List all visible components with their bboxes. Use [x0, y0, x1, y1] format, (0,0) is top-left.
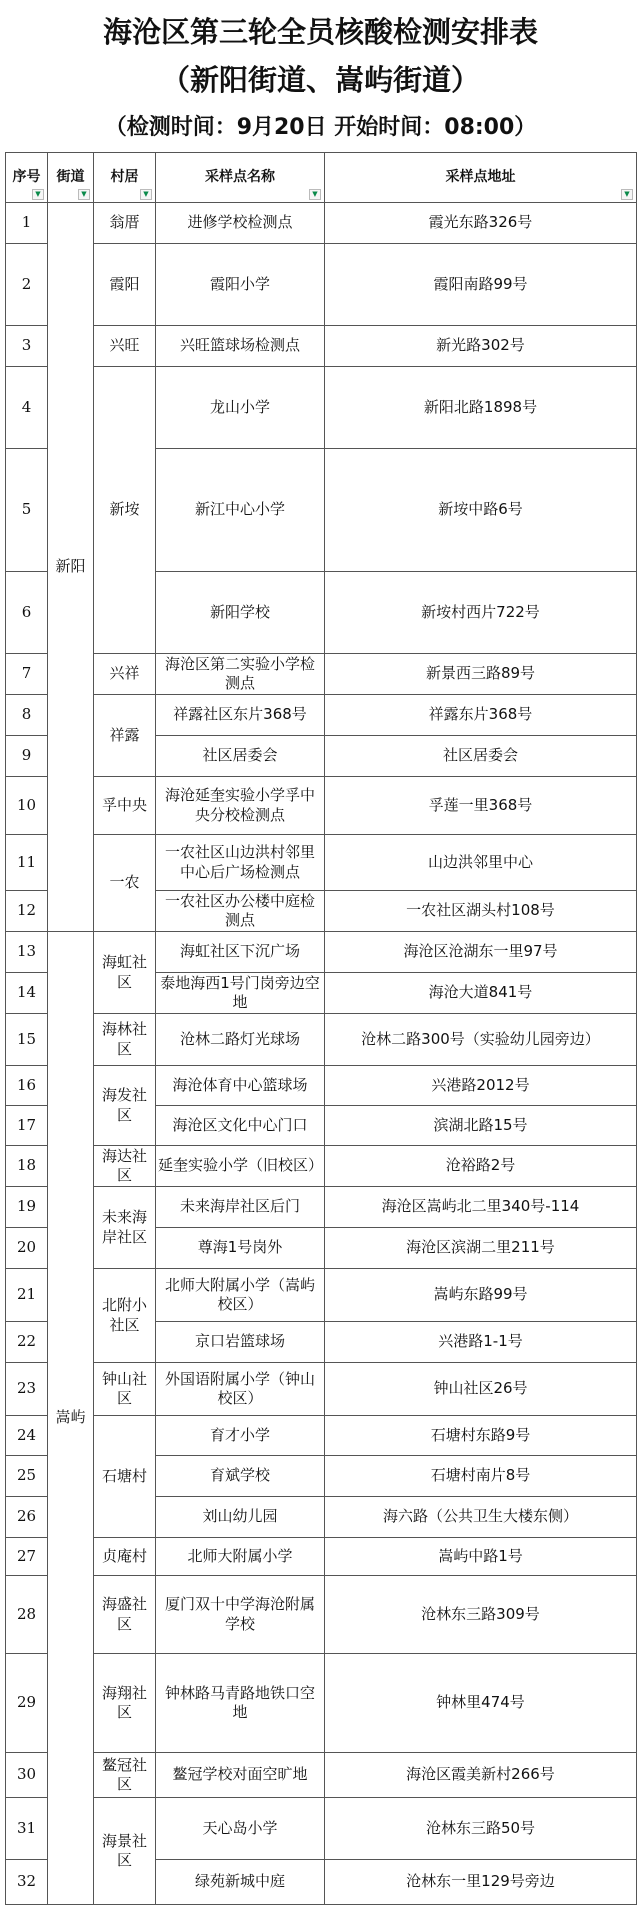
row-number: 5: [6, 449, 48, 572]
site-name: 兴旺篮球场检测点: [156, 326, 325, 367]
row-number: 10: [6, 777, 48, 835]
site-name: 钟林路马青路地铁口空地: [156, 1654, 325, 1753]
site-name: 祥露社区东片368号: [156, 695, 325, 736]
village-cell: 翁厝: [94, 203, 156, 244]
village-cell: 霞阳: [94, 244, 156, 326]
row-number: 23: [6, 1363, 48, 1416]
site-name: 龙山小学: [156, 367, 325, 449]
site-address: 祥露东片368号: [325, 695, 637, 736]
village-cell: 北附小社区: [94, 1269, 156, 1363]
site-name: 京口岩篮球场: [156, 1322, 325, 1363]
table-row: [6, 326, 637, 367]
village-cell: 一农: [94, 835, 156, 932]
site-address: 钟林里474号: [325, 1654, 637, 1753]
site-name: 一农社区办公楼中庭检测点: [156, 891, 325, 932]
site-name: 天心岛小学: [156, 1798, 325, 1860]
site-address: 海沧区嵩屿北二里340号-114: [325, 1187, 637, 1228]
village-cell: 海盛社区: [94, 1576, 156, 1654]
village-cell: 钟山社区: [94, 1363, 156, 1416]
site-address: 山边洪邻里中心: [325, 835, 637, 891]
site-address: 社区居委会: [325, 736, 637, 777]
site-name: 新江中心小学: [156, 449, 325, 572]
row-number: 13: [6, 932, 48, 973]
site-address: 海沧区沧湖东一里97号: [325, 932, 637, 973]
site-name: 海沧区第二实验小学检测点: [156, 654, 325, 695]
schedule-table: [5, 152, 637, 1905]
table-row: [6, 1753, 637, 1798]
site-address: 兴港路1-1号: [325, 1322, 637, 1363]
header-site-address: 采样点地址 ▼: [325, 153, 637, 203]
site-name: 社区居委会: [156, 736, 325, 777]
row-number: 9: [6, 736, 48, 777]
village-cell: 兴旺: [94, 326, 156, 367]
row-number: 12: [6, 891, 48, 932]
row-number: 25: [6, 1456, 48, 1497]
site-name: 鳌冠学校对面空旷地: [156, 1753, 325, 1798]
site-address: 嵩屿中路1号: [325, 1538, 637, 1576]
site-address: 海六路（公共卫生大楼东侧）: [325, 1497, 637, 1538]
row-number: 4: [6, 367, 48, 449]
table-row: [6, 1538, 637, 1576]
table-row: [6, 654, 637, 695]
site-address: 霞光东路326号: [325, 203, 637, 244]
site-name: 育斌学校: [156, 1456, 325, 1497]
site-name: 厦门双十中学海沧附属学校: [156, 1576, 325, 1654]
site-address: 滨湖北路15号: [325, 1106, 637, 1146]
row-number: 17: [6, 1106, 48, 1146]
page-subtitle: （新阳街道、嵩屿街道）: [160, 63, 480, 97]
site-address: 孚莲一里368号: [325, 777, 637, 835]
site-address: 嵩屿东路99号: [325, 1269, 637, 1322]
row-number: 32: [6, 1860, 48, 1905]
village-cell: 海景社区: [94, 1798, 156, 1905]
table-row: [6, 1416, 637, 1456]
row-number: 2: [6, 244, 48, 326]
site-address: 一农社区湖头村108号: [325, 891, 637, 932]
site-address: 霞阳南路99号: [325, 244, 637, 326]
header-site-name: 采样点名称 ▼: [156, 153, 325, 203]
site-address: 新景西三路89号: [325, 654, 637, 695]
table-row: [6, 1798, 637, 1860]
site-name: 育才小学: [156, 1416, 325, 1456]
site-name: 沧林二路灯光球场: [156, 1014, 325, 1066]
row-number: 30: [6, 1753, 48, 1798]
row-number: 8: [6, 695, 48, 736]
row-number: 20: [6, 1228, 48, 1269]
dropdown-arrow-icon[interactable]: ▼: [621, 189, 633, 200]
site-name: 外国语附属小学（钟山校区）: [156, 1363, 325, 1416]
village-cell: 海发社区: [94, 1066, 156, 1146]
site-address: 沧林东三路309号: [325, 1576, 637, 1654]
dropdown-arrow-icon[interactable]: ▼: [140, 189, 152, 200]
row-number: 19: [6, 1187, 48, 1228]
table-row: [6, 695, 637, 736]
header-street: 街道 ▼: [48, 153, 94, 203]
street-cell: 新阳: [48, 203, 94, 932]
site-address: 海沧区滨湖二里211号: [325, 1228, 637, 1269]
header-village: 村居 ▼: [94, 153, 156, 203]
village-cell: 鳌冠社区: [94, 1753, 156, 1798]
row-number: 11: [6, 835, 48, 891]
page-title: 海沧区第三轮全员核酸检测安排表: [102, 15, 538, 49]
row-number: 1: [6, 203, 48, 244]
site-address: 石塘村南片8号: [325, 1456, 637, 1497]
village-cell: 海林社区: [94, 1014, 156, 1066]
site-name: 新阳学校: [156, 572, 325, 654]
table-row: [6, 1654, 637, 1753]
site-address: 石塘村东路9号: [325, 1416, 637, 1456]
site-name: 海沧区文化中心门口: [156, 1106, 325, 1146]
table-row: [6, 1363, 637, 1416]
village-cell: 祥露: [94, 695, 156, 777]
site-address: 新光路302号: [325, 326, 637, 367]
site-address: 沧林东一里129号旁边: [325, 1860, 637, 1905]
site-name: 海沧体育中心篮球场: [156, 1066, 325, 1106]
site-name: 一农社区山边洪村邻里中心后广场检测点: [156, 835, 325, 891]
village-cell: 石塘村: [94, 1416, 156, 1538]
site-address: 沧裕路2号: [325, 1146, 637, 1187]
table-row: [6, 932, 637, 973]
table-row: [6, 244, 637, 326]
site-address: 沧林二路300号（实验幼儿园旁边）: [325, 1014, 637, 1066]
row-number: 21: [6, 1269, 48, 1322]
header-row: [6, 153, 637, 203]
row-number: 27: [6, 1538, 48, 1576]
row-number: 16: [6, 1066, 48, 1106]
row-number: 3: [6, 326, 48, 367]
row-number: 15: [6, 1014, 48, 1066]
row-number: 7: [6, 654, 48, 695]
site-name: 北师大附属小学: [156, 1538, 325, 1576]
row-number: 24: [6, 1416, 48, 1456]
row-number: 14: [6, 973, 48, 1014]
site-name: 刘山幼儿园: [156, 1497, 325, 1538]
site-name: 北师大附属小学（嵩屿校区）: [156, 1269, 325, 1322]
dropdown-arrow-icon[interactable]: ▼: [309, 189, 321, 200]
village-cell: 海虹社区: [94, 932, 156, 1014]
table-row: [6, 1187, 637, 1228]
test-time: （检测时间：9月20日 开始时间：08:00）: [104, 115, 537, 140]
village-cell: 新垵: [94, 367, 156, 654]
site-address: 兴港路2012号: [325, 1066, 637, 1106]
row-number: 31: [6, 1798, 48, 1860]
row-number: 26: [6, 1497, 48, 1538]
site-address: 新阳北路1898号: [325, 367, 637, 449]
row-number: 29: [6, 1654, 48, 1753]
site-name: 泰地海西1号门岗旁边空地: [156, 973, 325, 1014]
table-row: [6, 1576, 637, 1654]
site-address: 钟山社区26号: [325, 1363, 637, 1416]
table-row: [6, 203, 637, 244]
village-cell: 海翔社区: [94, 1654, 156, 1753]
dropdown-arrow-icon[interactable]: ▼: [78, 189, 90, 200]
dropdown-arrow-icon[interactable]: ▼: [32, 189, 44, 200]
village-cell: 海达社区: [94, 1146, 156, 1187]
table-row: [6, 835, 637, 891]
table-row: [6, 367, 637, 449]
site-address: 新垵村西片722号: [325, 572, 637, 654]
row-number: 18: [6, 1146, 48, 1187]
village-cell: 兴祥: [94, 654, 156, 695]
table-row: [6, 1014, 637, 1066]
site-address: 海沧区霞美新村266号: [325, 1753, 637, 1798]
site-name: 延奎实验小学（旧校区）: [156, 1146, 325, 1187]
site-address: 沧林东三路50号: [325, 1798, 637, 1860]
header-no: 序号 ▼: [6, 153, 48, 203]
table-row: [6, 1066, 637, 1106]
site-name: 尊海1号岗外: [156, 1228, 325, 1269]
site-address: 新垵中路6号: [325, 449, 637, 572]
table-row: [6, 777, 637, 835]
site-name: 海虹社区下沉广场: [156, 932, 325, 973]
site-name: 未来海岸社区后门: [156, 1187, 325, 1228]
row-number: 28: [6, 1576, 48, 1654]
site-name: 海沧延奎实验小学孚中央分校检测点: [156, 777, 325, 835]
village-cell: 贞庵村: [94, 1538, 156, 1576]
street-cell: 嵩屿: [48, 932, 94, 1905]
row-number: 22: [6, 1322, 48, 1363]
site-name: 绿苑新城中庭: [156, 1860, 325, 1905]
table-row: [6, 1146, 637, 1187]
village-cell: 未来海岸社区: [94, 1187, 156, 1269]
row-number: 6: [6, 572, 48, 654]
table-row: [6, 1269, 637, 1322]
site-address: 海沧大道841号: [325, 973, 637, 1014]
site-name: 霞阳小学: [156, 244, 325, 326]
village-cell: 孚中央: [94, 777, 156, 835]
site-name: 进修学校检测点: [156, 203, 325, 244]
